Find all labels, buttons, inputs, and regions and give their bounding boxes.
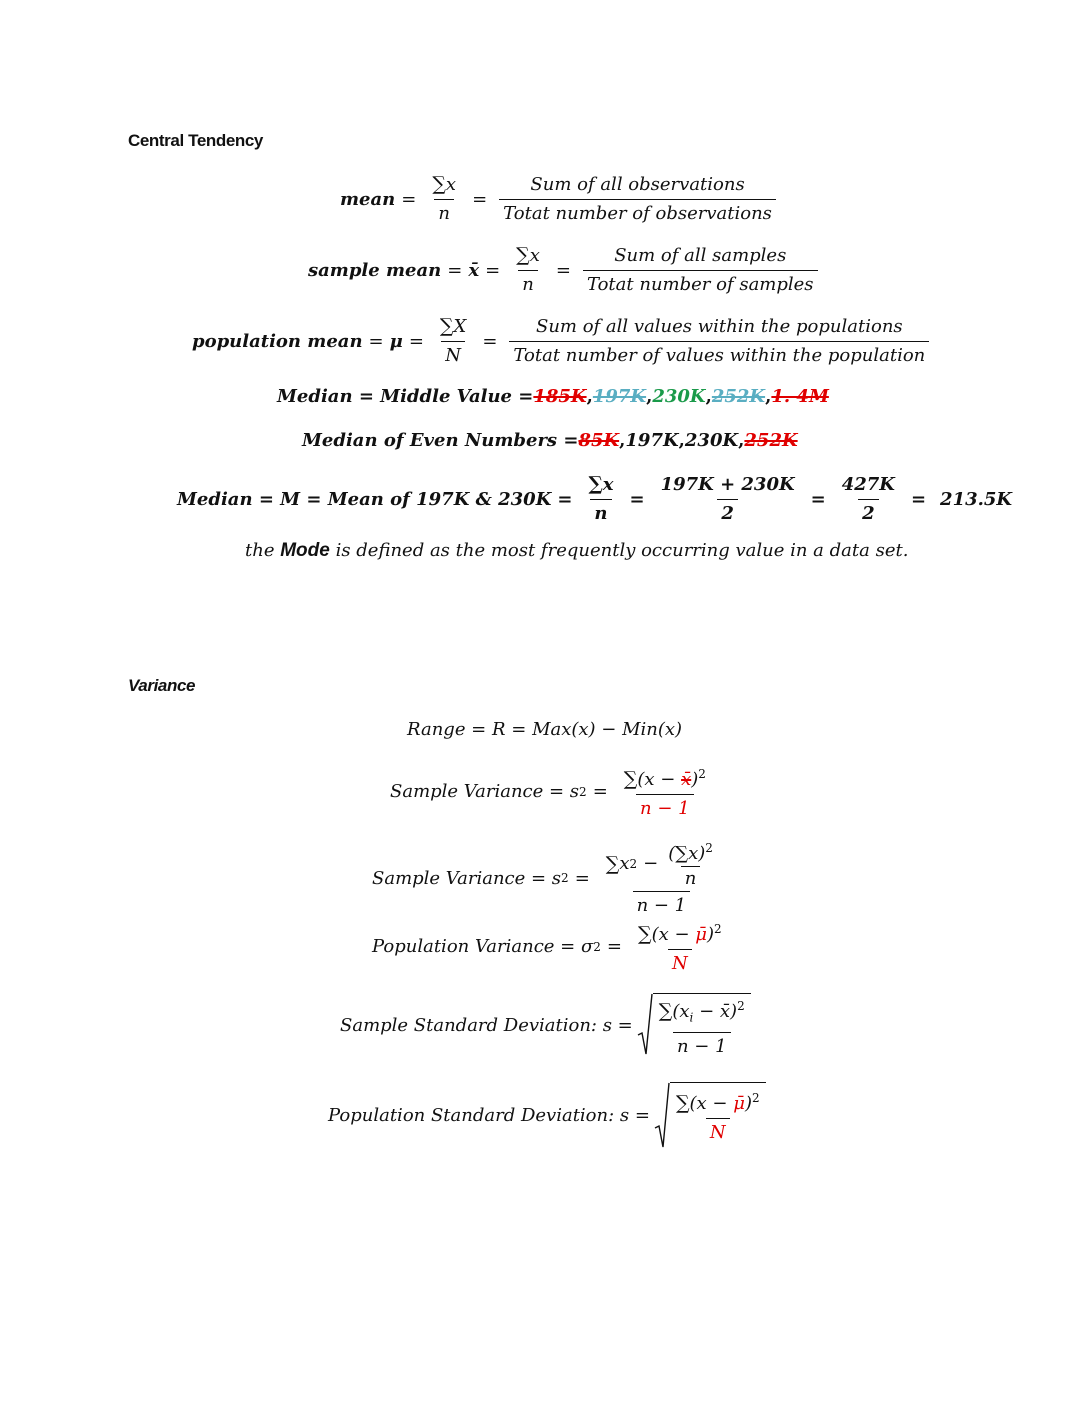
sample-mean-rden: Totat number of samples xyxy=(583,270,818,297)
population-sd-num-b: ) xyxy=(744,1093,752,1114)
sample-variance-1-label: Sample Variance = s xyxy=(390,781,580,802)
sample-variance-1-num-b: ) xyxy=(691,769,699,790)
population-mean-num: X xyxy=(453,316,467,337)
population-mean-rnum: Sum of all values within the populations xyxy=(536,315,903,337)
median-value-5: 1. 4M xyxy=(771,386,829,407)
sample-variance-1-num-a: (x − xyxy=(637,769,682,790)
sample-mean-rnum: Sum of all samples xyxy=(614,244,787,266)
range-formula xyxy=(407,719,682,740)
mode-pre: the xyxy=(245,540,275,561)
median-even-value-1: 85K xyxy=(578,430,620,451)
median-even-label: Median of Even Numbers = xyxy=(302,430,579,451)
population-mean-den: N xyxy=(441,341,465,368)
mode-post: is defined as the most frequently occurring value in a data set. xyxy=(335,540,909,561)
mean-num: x xyxy=(445,174,457,195)
population-mean-rden: Totat number of values within the population xyxy=(509,341,929,368)
sample-mean-xbar: x̄ xyxy=(468,259,480,281)
sample-sd-num-a: (x xyxy=(672,1001,690,1022)
sqrt-sign-icon xyxy=(637,993,653,1055)
median-even-value-2: 197K xyxy=(625,430,679,451)
section-title-central-tendency: Central Tendency xyxy=(128,131,263,150)
sample-variance-2-label: Sample Variance = s xyxy=(372,867,562,889)
sample-variance-2-inner-den: n xyxy=(681,866,701,889)
median-value-2: 197K xyxy=(592,386,647,407)
sample-variance-1-den: n − 1 xyxy=(636,794,694,821)
median-label: Median = Middle Value = xyxy=(277,386,534,407)
median-calc-f3-den: 2 xyxy=(858,499,879,526)
median-value-4: 252K xyxy=(711,386,766,407)
population-variance-mu: μ̄ xyxy=(695,924,707,945)
mean-rden: Totat number of observations xyxy=(499,199,776,226)
population-mean-formula: population mean = μ = $\frac{\sum X}{N}$ = $\frac{\text{Sum of all values within the populations}}{\text{Totat number of values within the population}}$ xyxy=(192,314,935,368)
median-even-value-4: 252K xyxy=(744,430,798,451)
population-variance-den: N xyxy=(668,949,692,976)
median-calc-label: Median = M = Mean of 197K & 230K xyxy=(177,488,552,510)
population-sd-den: N xyxy=(706,1118,730,1145)
range-text: Range = R = Max(x) − Min(x) xyxy=(407,719,683,740)
population-sd-radical: $\frac{\sum(x - \mū)^2}{N}$ xyxy=(654,1082,766,1148)
population-variance-num-a: (x − xyxy=(651,924,696,945)
section-title-variance: Variance xyxy=(128,676,196,695)
sample-mean-num: x xyxy=(529,245,540,266)
sample-mean-formula: sample mean = x̄ = $\frac{\sum x}{n}$ = $\frac{\text{Sum of all samples}}{\text{Totat number of samples}}$ xyxy=(308,243,824,297)
median-calc-f3-num: 427K xyxy=(841,473,895,495)
median-value-3: 230K xyxy=(652,386,706,407)
population-mean-label: population mean xyxy=(192,330,363,352)
mean-rnum: Sum of all observations xyxy=(530,173,745,195)
sample-mean-den: n xyxy=(518,270,538,297)
sample-sd-sub: i xyxy=(689,1010,694,1025)
mean-label: mean xyxy=(340,188,396,210)
population-sd-label: Population Standard Deviation: s = xyxy=(328,1104,650,1126)
population-variance-formula: Population Variance = σ 2 = $\frac{\sum(x - \mū)^2}{N}$ xyxy=(372,922,722,974)
median-even-value-3: 230K xyxy=(684,430,739,451)
sample-variance-1-xbar: x̄ xyxy=(681,769,692,790)
median-calc-f2-den: 2 xyxy=(717,499,738,526)
sample-variance-2-den: n − 1 xyxy=(633,891,691,918)
sample-sd-label: Sample Standard Deviation: s = xyxy=(340,1015,633,1037)
sample-sd-den: n − 1 xyxy=(673,1032,731,1059)
population-variance-num-b: ) xyxy=(707,924,715,945)
mean-den: n xyxy=(434,199,454,226)
sample-sd-num-b: − x̄) xyxy=(693,1001,738,1022)
sample-sd-formula xyxy=(340,993,751,1059)
median-calc-f2-num: 197K + 230K xyxy=(660,473,795,495)
sample-mean-label: sample mean xyxy=(308,259,442,281)
median-even-formula: Median of Even Numbers = 85K , 197K , 230K , 252K xyxy=(302,430,798,451)
median-formula: Median = Middle Value = 185K , 197K , 230K , 252K , 1. 4M xyxy=(277,386,829,407)
mode-definition xyxy=(245,540,908,562)
sample-variance-2-x2: x xyxy=(619,852,630,874)
mean-formula: mean = $\frac{\sum x}{n}$ = $\frac{\text{Sum of all observations}}{\text{Totat number of observations}}$ xyxy=(340,172,782,226)
population-variance-label: Population Variance = σ xyxy=(372,936,594,957)
mode-word: Mode xyxy=(280,540,330,561)
sample-variance-formula-1: Sample Variance = s 2 = $\frac{\sum(x - x̄)^2}{n - 1}$ xyxy=(390,767,706,819)
population-sd-mu: μ̄ xyxy=(733,1093,745,1114)
population-sd-formula xyxy=(328,1082,766,1148)
median-calc-formula: Median = M = Mean of 197K & 230K = $\frac{\sum x}{n}$ = $\frac{197K + 230K}{2}$ = $\frac{427K}{2}$ = 213.5K xyxy=(177,473,1013,524)
sample-variance-2-inner-num: (∑x) xyxy=(668,843,706,864)
sample-variance-formula-2: Sample Variance = s 2 = ∑ x 2 − $\frac{(\sum x)^2}{n}$ n − 1 xyxy=(372,841,713,916)
median-calc-num: x xyxy=(602,474,614,495)
median-calc-den: n xyxy=(590,499,611,526)
sqrt-sign-icon xyxy=(654,1082,670,1148)
population-sd-num-a: (x − xyxy=(689,1093,734,1114)
median-calc-result: 213.5K xyxy=(940,488,1013,510)
median-value-1: 185K xyxy=(533,386,587,407)
population-mean-mu: μ xyxy=(389,330,403,352)
sample-sd-radical: $\frac{\sum(x_i - x̄)^2}{n - 1}$ xyxy=(637,993,751,1059)
